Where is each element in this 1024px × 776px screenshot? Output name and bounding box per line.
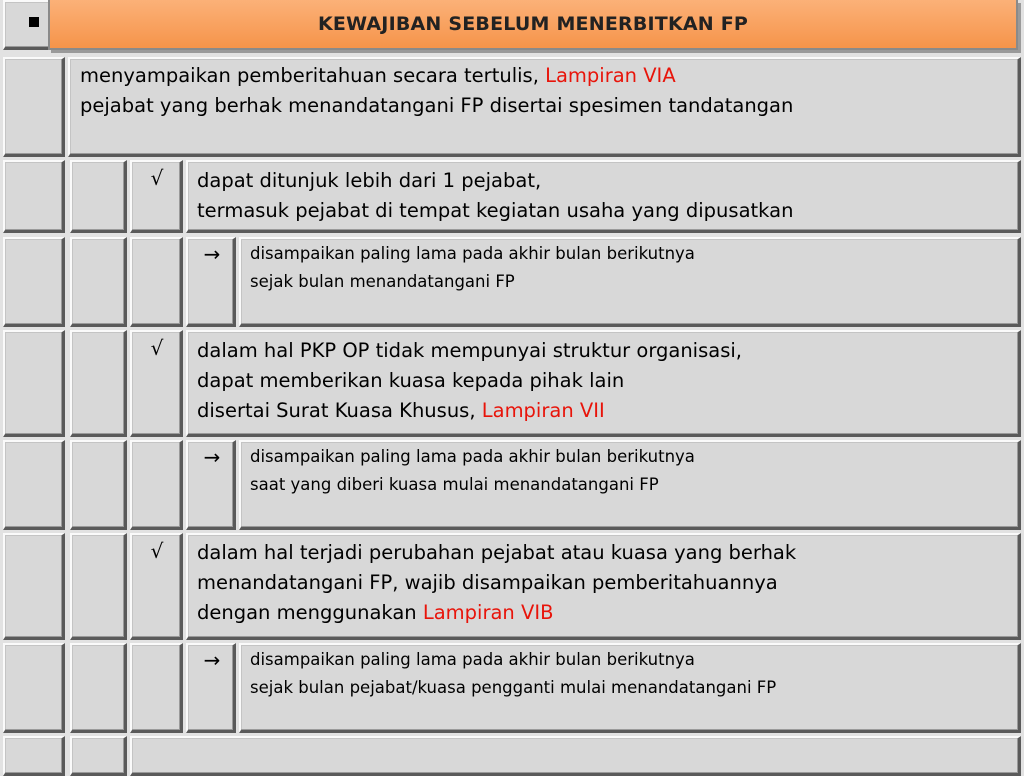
gutter-cell [130, 643, 183, 733]
item-reference: Lampiran VIB [422, 601, 554, 624]
item-line: dalam hal PKP OP tidak mempunyai struktur organisasi, [197, 339, 742, 362]
arrow-right-icon: → [203, 445, 221, 469]
item-line: menandatangani FP, wajib disampaikan pemberitahuannya [197, 571, 778, 594]
gutter-cell [3, 533, 65, 640]
check-icon: √ [150, 539, 164, 563]
gutter-cell [3, 440, 65, 530]
gutter-cell [70, 160, 127, 233]
item-line: dapat memberikan kuasa kepada pihak lain [197, 369, 625, 392]
slide-title: KEWAJIBAN SEBELUM MENERBITKAN FP [48, 0, 1018, 50]
note-line: saat yang diberi kuasa mulai menandatangani FP [250, 475, 659, 494]
gutter-cell [130, 237, 183, 327]
item-line: dapat ditunjuk lebih dari 1 pejabat, [197, 169, 542, 192]
gutter-cell [70, 440, 127, 530]
gutter-cell [3, 736, 65, 776]
gutter-cell [3, 643, 65, 733]
gutter-cell [70, 330, 127, 437]
note-line: disampaikan paling lama pada akhir bulan berikutnya [250, 244, 695, 263]
item-line: dalam hal terjadi perubahan pejabat atau kuasa yang berhak [197, 541, 797, 564]
gutter-cell [70, 736, 127, 776]
item-text [197, 166, 793, 226]
note-line: sejak bulan pejabat/kuasa pengganti mulai menandatangani FP [250, 678, 777, 697]
intro-line-2: pejabat yang berhak menandatangani FP disertai spesimen tandatangan [80, 94, 794, 117]
note-line: sejak bulan menandatangani FP [250, 272, 515, 291]
gutter-cell [3, 160, 65, 233]
item-text [197, 336, 742, 426]
item-line: dengan menggunakan [197, 601, 423, 624]
item-reference: Lampiran VII [481, 399, 605, 422]
note-text [250, 646, 776, 702]
gutter-cell [70, 643, 127, 733]
gutter-cell [3, 330, 65, 437]
intro-text [80, 61, 793, 121]
intro-line-1: menyampaikan pemberitahuan secara tertulis, [80, 64, 546, 87]
intro-reference: Lampiran VIA [545, 64, 676, 87]
arrow-right-icon: → [203, 648, 221, 672]
item-text [197, 538, 796, 628]
note-line: disampaikan paling lama pada akhir bulan berikutnya [250, 650, 695, 669]
gutter-cell [3, 57, 65, 157]
item-line: disertai Surat Kuasa Khusus, [197, 399, 482, 422]
gutter-cell [70, 533, 127, 640]
gutter-cell [130, 440, 183, 530]
bullet-square-icon [29, 17, 39, 27]
gutter-cell [3, 237, 65, 327]
check-icon: √ [150, 336, 164, 360]
note-text [250, 240, 695, 296]
gutter-cell [70, 237, 127, 327]
item-line: termasuk pejabat di tempat kegiatan usaha yang dipusatkan [197, 199, 794, 222]
note-text [250, 443, 695, 499]
empty-cell [130, 736, 1021, 776]
check-icon: √ [150, 166, 164, 190]
note-line: disampaikan paling lama pada akhir bulan berikutnya [250, 447, 695, 466]
arrow-right-icon: → [203, 242, 221, 266]
